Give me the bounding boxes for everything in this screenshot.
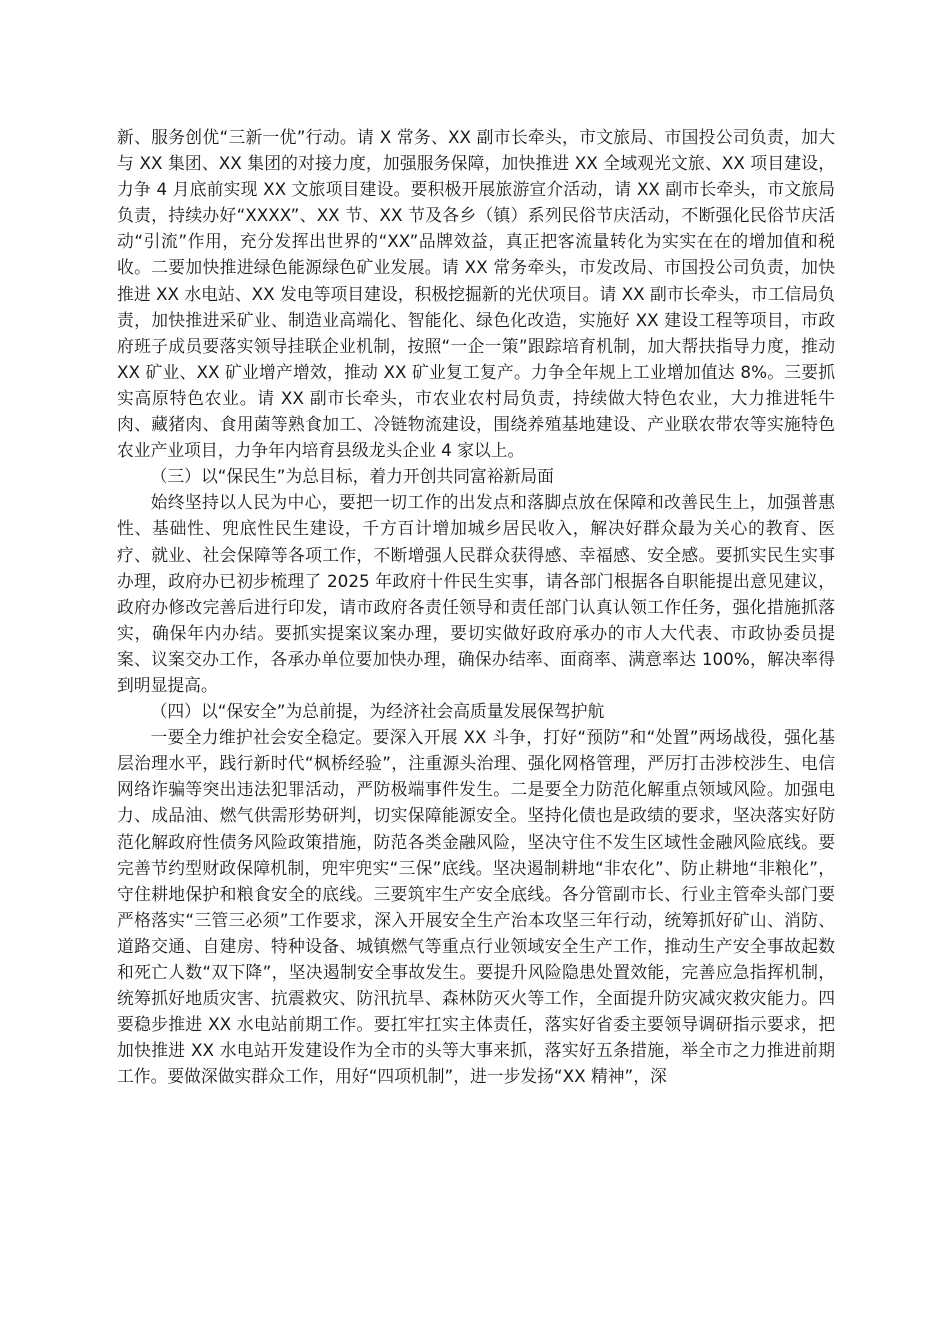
paragraph-industry-development: 新、服务创优“三新一优”行动。请 X 常务、XX 副市长牵头，市文旅局、市国投公司负责，加大与 XX 集团、XX 集团的对接力度，加强服务保障，加快推进 XX 全域观光文旅、XX 项目建设，力争 4 月底前实现 XX 文旅项目建设。要积极开展旅游宣介活动，请 XX 副市长牵头，市文旅局负责，持续办好“XXXX”、XX 节、XX 节及各乡（镇）系列民俗节庆活动，不断强化民俗节庆活动“引流”作用，充分发挥出世界的“XX”品牌效益，真正把客流量转化为实实在在的增加值和税收。二要加快推进绿色能源绿色矿业发展。请 XX 常务牵头，市发改局、市国投公司负责，加快推进 XX 水电站、XX 发电等项目建设，积极挖掘新的光伏项目。请 XX 副市长牵头，市工信局负责，加快推进采矿业、制造业高端化、智能化、绿色化改造，实施好 XX 建设工程等项目，市政府班子成员要落实领导挂联企业机制，按照“一企一策”跟踪培育机制，加大帮扶指导力度，推动 XX 矿业、XX 矿业增产增效，推动 XX 矿业复工复产。力争全年规上工业增加值达 8%。三要抓实高原特色农业。请 XX 副市长牵头，市农业农村局负责，持续做大特色农业，大力推进牦牛肉、藏猪肉、食用菌等熟食加工、冷链物流建设，围绕养殖基地建设、产业联农带农等实施特色农业产业项目，力争年内培育县级龙头企业 4 家以上。	[117, 127, 835, 461]
section-heading-3: （三）以“保民生”为总目标，着力开创共同富裕新局面	[150, 466, 554, 487]
document-body	[117, 124, 835, 1089]
section-heading-4: （四）以“保安全”为总前提，为经济社会高质量发展保驾护航	[150, 701, 605, 722]
paragraph-livelihood: 始终坚持以人民为中心，要把一切工作的出发点和落脚点放在保障和改善民生上，加强普惠性、基础性、兜底性民生建设，千方百计增加城乡居民收入，解决好群众最为关心的教育、医疗、就业、社会保障等各项工作，不断增强人民群众获得感、幸福感、安全感。要抓实民生实事办理，政府办已初步梳理了 2025 年政府十件民生实事，请各部门根据各自职能提出意见建议，政府办修改完善后进行印发，请市政府各责任领导和责任部门认真认领工作任务，强化措施抓落实，确保年内办结。要抓实提案议案办理，要切实做好政府承办的市人大代表、市政协委员提案、议案交办工作，各承办单位要加快办理，确保办结率、面商率、满意率达 100%，解决率得到明显提高。	[117, 492, 835, 695]
paragraph-safety: 一要全力维护社会安全稳定。要深入开展 XX 斗争，打好“预防”和“处置”两场战役，强化基层治理水平，践行新时代“枫桥经验”，注重源头治理、强化网格管理，严厉打击涉校涉生、电信网络诈骗等突出违法犯罪活动，严防极端事件发生。二是要全力防范化解重点领域风险。加强电力、成品油、燃气供需形势研判，切实保障能源安全。坚持化债也是政绩的要求，坚决落实好防范化解政府性债务风险政策措施，防范各类金融风险，坚决守住不发生区域性金融风险底线。要完善节约型财政保障机制，兜牢兜实“三保”底线。坚决遏制耕地“非农化”、防止耕地“非粮化”，守住耕地保护和粮食安全的底线。三要筑牢生产安全底线。各分管副市长、行业主管牵头部门要严格落实“三管三必须”工作要求，深入开展安全生产治本攻坚三年行动，统筹抓好矿山、消防、道路交通、自建房、特种设备、城镇燃气等重点行业领域安全生产工作，推动生产安全事故起数和死亡人数“双下降”，坚决遏制安全事故发生。要提升风险隐患处置效能，完善应急指挥机制，统筹抓好地质灾害、抗震救灾、防汛抗旱、森林防灭火等工作，全面提升防灾减灾救灾能力。四要稳步推进 XX 水电站前期工作。要扛牢扛实主体责任，落实好省委主要领导调研指示要求，把加快推进 XX 水电站开发建设作为全市的头等大事来抓，落实好五条措施，举全市之力推进前期工作。要做深做实群众工作，用好“四项机制”，进一步发扬“XX 精神”，深	[117, 727, 835, 1087]
